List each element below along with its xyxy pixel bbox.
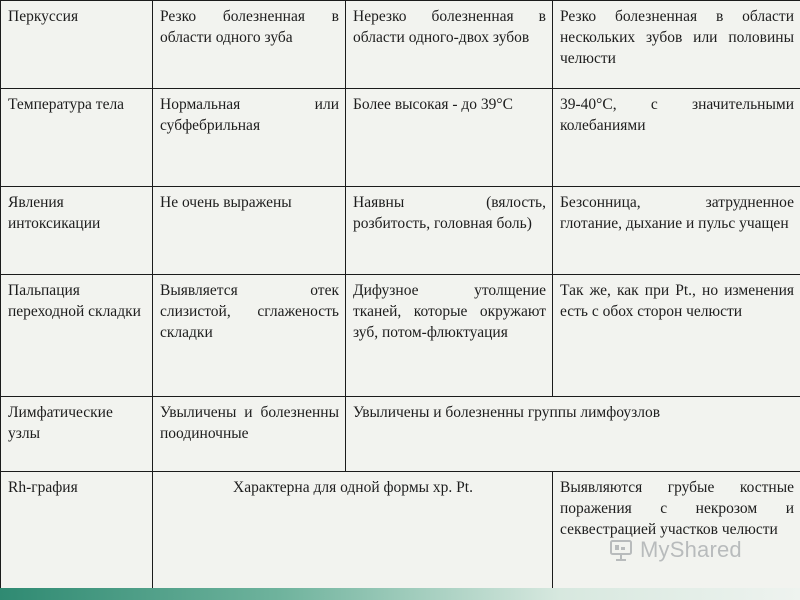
- table-cell: Безсонница, затрудненное глотание, дыхание и пульс учащен: [553, 187, 800, 275]
- table-row-percussion: [1, 1, 800, 89]
- table-cell-merged: Увыличены и болезненны группы лимфоузлов: [346, 397, 800, 472]
- table-cell: Нормальная или субфебрильная: [153, 89, 346, 187]
- table-cell: Выявляются грубые костные поражения с некрозом и секвестрацией участков челюсти: [553, 472, 800, 591]
- row-label-percussion: Перкуссия: [1, 1, 153, 89]
- table-cell: Резко болезненная в области нескольких зубов или половины челюсти: [553, 1, 800, 89]
- table-row-intoxication: [1, 187, 800, 275]
- row-label-radiography: Rh-графия: [1, 472, 153, 591]
- table-cell: Увыличены и болезненны поодиночные: [153, 397, 346, 472]
- table-cell: Более высокая - до 39°С: [346, 89, 553, 187]
- row-label-palpation: Пальпация переходной складки: [1, 275, 153, 397]
- decorative-bottom-band: [0, 588, 800, 600]
- table-cell: Наявны (вялость, розбитость, головная боль): [346, 187, 553, 275]
- table-row-radiography: [1, 472, 800, 591]
- table-cell: Нерезко болезненная в области одного-двох зубов: [346, 1, 553, 89]
- row-label-intoxication: Явления интоксикации: [1, 187, 153, 275]
- table-cell-merged: Характерна для одной формы хр. Pt.: [153, 472, 553, 591]
- table-cell: Резко болезненная в области одного зуба: [153, 1, 346, 89]
- watermark-text: MyShared: [640, 537, 742, 562]
- table-cell: Выявляется отек слизистой, сглаженость складки: [153, 275, 346, 397]
- table-cell: 39-40°С, с значительными колебаниями: [553, 89, 800, 187]
- table-cell: Не очень выражены: [153, 187, 346, 275]
- row-label-lymph-nodes: Лимфатические узлы: [1, 397, 153, 472]
- table-cell: Дифузное утолщение тканей, которые окружают зуб, потом-флюктуация: [346, 275, 553, 397]
- table-row-body-temperature: [1, 89, 800, 187]
- table-row-lymph-nodes: [1, 397, 800, 472]
- row-label-body-temperature: Температура тела: [1, 89, 153, 187]
- table-cell: Так же, как при Pt., но изменения есть с обох сторон челюсти: [553, 275, 800, 397]
- table-row-palpation: [1, 275, 800, 397]
